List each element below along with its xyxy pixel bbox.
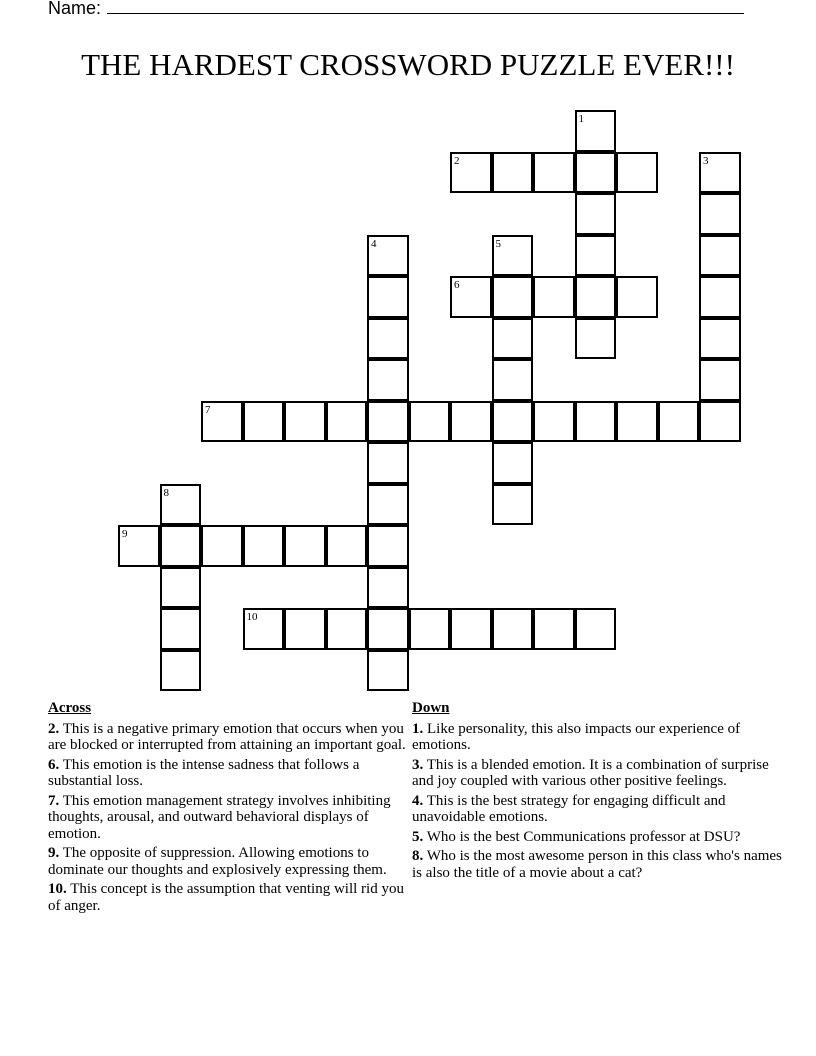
grid-cell[interactable] [409,608,451,650]
down-clue-1 [412,721,782,754]
down-clue-4 [412,793,782,826]
grid-cell[interactable] [699,235,741,277]
clue-text: This emotion is the intense sadness that follows a substantial loss. [48,756,360,789]
grid-cell[interactable] [699,359,741,401]
grid-cell[interactable] [367,276,409,318]
grid-cell[interactable] [492,235,534,277]
grid-cell[interactable] [533,608,575,650]
grid-cell[interactable] [367,567,409,609]
name-label: Name: [48,0,102,18]
cell-number: 3 [703,154,709,167]
clue-text: This is the best strategy for engaging difficult and unavoidable emotions. [412,792,726,825]
grid-cell[interactable] [492,318,534,360]
cell-number: 9 [122,528,128,540]
grid-cell[interactable] [367,650,409,692]
clue-text: This is a negative primary emotion that occurs when you are blocked or interrupted from attaining an important goal. [48,720,406,753]
grid-cell[interactable] [367,525,409,567]
clue-number: 9. [48,845,60,861]
grid-cell[interactable] [326,525,368,567]
grid-cell[interactable] [160,525,202,567]
clue-number: 3. [412,756,424,773]
grid-cell[interactable] [492,276,534,318]
grid-cell[interactable] [658,401,700,443]
grid-cell[interactable] [243,401,285,443]
grid-cell[interactable] [367,235,409,277]
cell-number: 10 [246,611,258,623]
grid-cell[interactable] [699,318,741,360]
grid-cell[interactable] [616,401,658,443]
grid-cell[interactable] [699,401,741,443]
grid-cell[interactable] [575,110,617,152]
grid-cell[interactable] [575,401,617,443]
clue-text: Who is the most awesome person in this class who's names is also the title of a movie about a cat? [412,848,782,881]
clue-number: 10. [48,881,67,897]
grid-cell[interactable] [160,608,202,650]
grid-cell[interactable] [616,152,658,194]
grid-cell[interactable] [160,650,202,692]
grid-cell[interactable] [160,567,202,609]
cell-number: 6 [454,279,460,291]
down-clue-3 [412,757,782,790]
grid-cell[interactable] [699,193,741,235]
clue-number: 2. [48,720,60,737]
grid-cell[interactable] [533,401,575,443]
grid-cell[interactable] [243,608,285,650]
grid-cell[interactable] [616,276,658,318]
grid-cell[interactable] [326,401,368,443]
grid-cell[interactable] [284,401,326,443]
clue-text: This concept is the assumption that venting will rid you of anger. [48,881,404,914]
clue-number: 4. [412,792,424,809]
grid-cell[interactable] [284,608,326,650]
across-clue-7 [48,793,410,843]
grid-cell[interactable] [243,525,285,567]
clue-text: This emotion management strategy involves inhibiting thoughts, arousal, and outward behavioral displays of emotion. [48,792,391,842]
down-clue-8 [412,848,782,881]
across-clue-6 [48,757,410,790]
grid-cell[interactable] [118,525,160,567]
grid-cell[interactable] [409,401,451,443]
grid-cell[interactable] [575,608,617,650]
page-title: THE HARDEST CROSSWORD PUZZLE EVER!!! [81,47,735,82]
grid-cell[interactable] [575,193,617,235]
clue-number: 8. [412,848,424,864]
down-heading: Down [412,700,450,716]
grid-cell[interactable] [699,152,741,194]
across-clues [48,700,410,917]
grid-cell[interactable] [367,318,409,360]
grid-cell[interactable] [492,359,534,401]
clue-number: 6. [48,756,60,773]
grid-cell[interactable] [450,152,492,194]
grid-cell[interactable] [699,276,741,318]
grid-cell[interactable] [575,235,617,277]
grid-cell[interactable] [201,401,243,443]
grid-cell[interactable] [575,276,617,318]
clue-number: 1. [412,720,424,737]
cell-number: 8 [163,486,169,499]
cell-number: 1 [578,113,584,125]
clue-text: Who is the best Communications professor at DSU? [426,828,741,845]
grid-cell[interactable] [367,484,409,526]
clue-number: 7. [48,792,60,809]
grid-cell[interactable] [284,525,326,567]
grid-cell[interactable] [533,152,575,194]
grid-cell[interactable] [326,608,368,650]
grid-cell[interactable] [367,359,409,401]
cell-number: 2 [454,154,460,167]
grid-cell[interactable] [492,401,534,443]
across-clue-9 [48,845,410,878]
grid-cell[interactable] [367,401,409,443]
grid-cell[interactable] [367,442,409,484]
clue-text: The opposite of suppression. Allowing emotions to dominate our thoughts and explosively expressing them. [48,845,387,878]
grid-cell[interactable] [492,152,534,194]
clue-text: This is a blended emotion. It is a combination of surprise and joy coupled with various other positive feelings. [412,756,769,789]
grid-cell[interactable] [450,276,492,318]
across-clue-2 [48,721,410,754]
grid-cell[interactable] [492,484,534,526]
clue-text: Like personality, this also impacts our experience of emotions. [412,720,741,753]
across-heading: Across [48,700,92,716]
grid-cell[interactable] [575,152,617,194]
grid-cell[interactable] [367,608,409,650]
grid-cell[interactable] [450,401,492,443]
grid-cell[interactable] [450,608,492,650]
grid-cell[interactable] [492,608,534,650]
across-clue-10 [48,881,410,914]
down-clues [412,700,782,884]
cell-number: 5 [495,237,501,250]
cell-number: 4 [371,237,377,250]
clue-number: 5. [412,828,424,845]
cell-number: 7 [205,403,211,416]
grid-cell[interactable] [533,276,575,318]
grid-cell[interactable] [160,484,202,526]
grid-cell[interactable] [201,525,243,567]
down-clue-5 [412,829,782,846]
grid-cell[interactable] [492,442,534,484]
grid-cell[interactable] [575,318,617,360]
